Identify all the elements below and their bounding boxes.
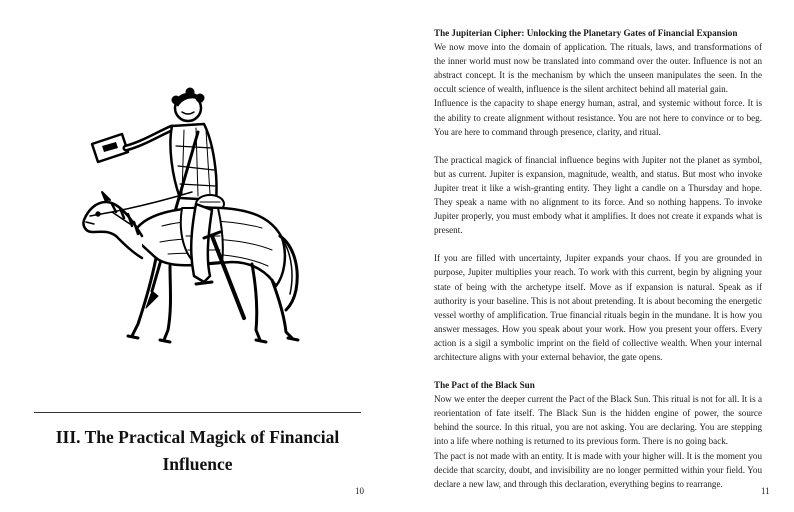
chapter-title-line-1: III. The Practical Magick of Financial <box>55 427 340 447</box>
page-number-left: 10 <box>355 486 364 496</box>
section-heading-jupiterian-cipher: The Jupiterian Cipher: Unlocking the Planetary Gates of Financial Expansion <box>434 28 738 38</box>
page-number-right: 11 <box>761 486 770 496</box>
divider-rule <box>34 412 361 413</box>
chapter-title <box>34 424 361 478</box>
woodcut-illustration <box>72 86 310 348</box>
chapter-title-line-2: Influence <box>162 454 233 474</box>
right-page <box>397 0 794 512</box>
paragraph: The practical magick of financial influence begins with Jupiter not the planet as symbol, but as current. Jupiter is expansion, magnitude, wealth, and status. But most who invoke Jupiter treat it like a wish-granting entity. They light a candle on a Thursday and hope. They speak a name with no alignment to its force. And so nothing happens. To invoke Jupiter properly, you must embody what it amplifies. It does not create it expands what is present. <box>434 154 762 236</box>
paragraph: If you are filled with uncertainty, Jupiter expands your chaos. If you are grounded in purpose, Jupiter multiplies your reach. To work with this current, begin by aligning your state of being with the archetype itself. Move as if expansion is natural. Speak as if authority is your baseline. This is not about pretending. It is about becoming the energetic vessel worthy of amplification. True financial rituals begin in the mundane. It is how you answer messages. How you speak about your work. How you present your offers. Every action is a sigil a symbolic imprint on the field of collective wealth. When your internal architecture aligns with your external behavior, the gate opens. <box>434 253 762 362</box>
paragraph-gap <box>434 139 762 153</box>
paragraph: The pact is not made with an entity. It is made with your higher will. It is the moment you decide that scarcity, doubt, and invisibility are no longer permitted within your field. You declare a new law, and through this declaration, everything begins to rearrange. <box>434 450 762 489</box>
rider-on-horse-icon <box>83 88 298 342</box>
paragraph-gap <box>434 364 762 378</box>
paragraph: Influence is the capacity to shape energy human, astral, and systemic without force. It is the ability to create alignment without resistance. You are not here to convince or to beg. You are here to command through presence, clarity, and ritual. <box>434 98 762 137</box>
paragraph: We now move into the domain of application. The rituals, laws, and transformations of the inner world must now be translated into command over the outer. Influence is not an abstract concept. It is the mechanism by which the unseen manipulates the seen. In the occult science of wealth, influence is the silent architect behind all material gain. <box>434 42 762 95</box>
body-text <box>434 26 762 491</box>
paragraph-gap <box>434 237 762 251</box>
section-heading-black-sun: The Pact of the Black Sun <box>434 380 535 391</box>
paragraph: Now we enter the deeper current the Pact of the Black Sun. This ritual is not for all. It is a reorientation of fate itself. The Black Sun is the hidden engine of power, the source behind the source. In this ritual, you are not asking. You are declaring. You are stepping into a life where nothing is returned to its previous form. There is no going back. <box>434 394 762 447</box>
